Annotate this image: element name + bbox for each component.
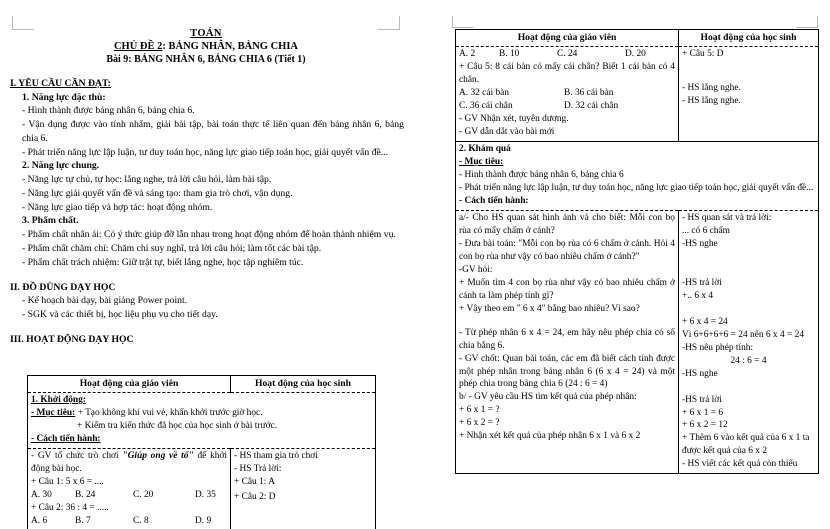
- student-answer-1: +.. 6 x 4: [682, 290, 714, 301]
- student-answer-5: + Câu 5: D: [682, 49, 724, 60]
- list-item: - Phẩm chất chăm chỉ: Chăm chỉ suy nghĩ, trả lời câu hỏi; làm tốt các bài tập.: [22, 242, 322, 254]
- activity2-student-cell: [679, 210, 819, 474]
- student-observe-answer: ... có 6 chấm: [682, 225, 730, 236]
- subsection-heading-specific-competency: 1. Năng lực đặc thù:: [22, 91, 106, 103]
- table-row-activity2-header: [456, 142, 819, 211]
- option: D. 35: [195, 490, 216, 501]
- student-join: - HS tham gia trò chơi: [234, 451, 318, 462]
- option: B. 7: [75, 515, 91, 526]
- spacer: [682, 251, 815, 277]
- activity1-cont-teacher-cell: [456, 47, 679, 142]
- activity1-game-intro: [31, 450, 227, 476]
- student-answer-label-2: -HS trả lời: [682, 394, 722, 405]
- section-heading-materials: II. ĐỒ DÙNG DẠY HỌC: [10, 281, 116, 293]
- option: D. 9: [195, 515, 212, 526]
- activity2-goal-item: - Hình thành được bảng nhân 6, bảng chia 6: [459, 169, 624, 180]
- activities-table-page2: [455, 29, 819, 474]
- list-item: - Phát triển năng lực lập luận, tư duy toán học, năng lực giao tiếp toán học, giải quyết vấn đề...: [22, 146, 389, 158]
- option: B. 24: [75, 490, 96, 501]
- table-header-row: [28, 376, 376, 393]
- activity2-teacher-cell: [456, 210, 679, 474]
- section-heading-activities: III. HOẠT ĐỘNG DẠY HỌC: [10, 333, 134, 345]
- student-answer-label: -HS trả lời: [682, 277, 722, 288]
- student-listen-2: - HS lắng nghe.: [682, 96, 741, 107]
- activity2-ask-1: + Muốn tìm 4 con bọ rùa như vậy có bao nhiêu chấm ở cánh ta làm phép tính gì?: [459, 277, 675, 301]
- list-item: - Năng lực giao tiếp và hợp tác: hoạt động nhóm.: [22, 201, 213, 213]
- activity2-part-a: a/- Cho HS quan sát hình ảnh và cho biết: Mỗi con bọ rùa có mấy chấm ở cánh?: [459, 212, 675, 236]
- option: A. 2: [459, 49, 476, 60]
- topic-rest: : BẢNG NHÂN, BẢNG CHIA: [162, 40, 299, 52]
- option: C. 8: [133, 515, 149, 526]
- list-item: - Năng lực giải quyết vấn đề và sáng tạo: tham gia trò chơi, vận dụng.: [22, 187, 293, 199]
- subsection-heading-qualities: 3. Phẩm chất.: [22, 215, 79, 227]
- option: A. 30: [31, 490, 52, 501]
- column-header-student: Hoạt động của học sinh: [679, 30, 819, 47]
- activity2-goal-item: - Phát triển năng lực lập luận, tư duy toán học, năng lực giao tiếp toán học, giải quyết vấn đề...: [459, 182, 814, 193]
- activity1-cont-student-cell: [679, 47, 819, 142]
- option: B. 36 cái bàn: [564, 88, 614, 99]
- game-name: "Giúp ong về tổ": [122, 451, 194, 462]
- student-b-answer-2: + 6 x 2 = 12: [682, 420, 728, 431]
- activity2-intro-cell: [456, 142, 819, 211]
- student-answer-2: + Câu 2: D: [234, 492, 276, 503]
- student-listen-1: - HS lắng nghe.: [682, 83, 741, 94]
- activity2-b-question-2: + 6 x 2 = ?: [459, 418, 500, 429]
- page-title: TOÁN: [190, 28, 222, 39]
- student-b-answer-1: + 6 x 1 = 6: [682, 407, 724, 418]
- subsection-heading-general-competency: 2. Năng lực chung.: [22, 160, 100, 172]
- list-item: - SGK và các thiết bị, học liệu phụ vụ cho tiết dạy.: [22, 309, 218, 321]
- page-left: [0, 0, 412, 529]
- list-item: - Hình thành được bảng nhân 6, bảng chia 6.: [22, 105, 195, 117]
- activity2-ask-label: -GV hỏi:: [459, 264, 493, 275]
- student-answer-3-label: -HS nêu phép tính:: [682, 342, 754, 353]
- section-heading-requirements: I. YÊU CẦU CẦN ĐẠT:: [10, 77, 111, 89]
- activity2-part-b: b/ - GV yêu cầu HS tìm kết quả của phép nhân:: [459, 392, 637, 403]
- activity2-ask-2: + Vậy theo em " 6 x 4" bằng bao nhiêu? Vì sao?: [459, 303, 640, 314]
- list-item: - Phẩm chất nhân ái: Có ý thức giúp đỡ lẫn nhau trong hoạt động nhóm để hoàn thành nhiệm vụ.: [22, 229, 396, 241]
- column-header-student: Hoạt động của học sinh: [231, 376, 376, 393]
- list-item: - Kế hoạch bài dạy, bài giảng Power point.: [22, 295, 188, 307]
- table-row: [28, 449, 376, 529]
- question-4-options: [459, 48, 675, 61]
- activities-table-page1: [27, 375, 376, 529]
- question-2-options: [31, 515, 227, 528]
- activity1-method-label: - Cách tiến hành:: [31, 434, 101, 445]
- activity2-b-question-1: + 6 x 1 = ?: [459, 405, 500, 416]
- option: A. 32 cái bàn: [459, 88, 509, 99]
- student-listen-1: -HS nghe: [682, 238, 718, 249]
- list-item: - Vận dụng được vào tính nhẩm, giải bài tập, bài toán thực tế liên quan đến bảng nhân 6, bảng chia 6.: [22, 119, 404, 144]
- option: A. 6: [31, 515, 48, 526]
- column-header-teacher: Hoạt động của giáo viên: [456, 30, 679, 47]
- option: C. 36 cái chân: [459, 101, 513, 112]
- table-header-row: [456, 30, 819, 47]
- student-observe: - HS quan sát và trả lời:: [682, 212, 772, 223]
- list-item: - Năng lực tự chủ, tự học: lắng nghe, trả lời câu hỏi, làm bài tập.: [22, 174, 272, 186]
- page-right: [440, 0, 830, 529]
- topic-label: CHỦ ĐỀ 2: [113, 40, 163, 52]
- option: B. 10: [499, 49, 520, 60]
- student-b-answer-3: + Thêm 6 vào kết quả của 6 x 1 ta được kết quả của 6 x 2: [682, 433, 810, 457]
- activity1-goal-line: [31, 407, 372, 420]
- spacer: [682, 381, 815, 394]
- list-item: - Phẩm chất trách nhiệm: Giữ trật tự, biết lắng nghe, học tập nghiêm túc.: [22, 256, 304, 268]
- question-2: + Câu 2: 36 : 4 = .....: [31, 502, 109, 513]
- table-row: [456, 210, 819, 474]
- question-1-options: [31, 489, 227, 502]
- student-answer-1: + Câu 1: A: [234, 477, 275, 488]
- student-answer-2: + 6 x 4 = 24: [682, 316, 728, 327]
- table-row: [456, 47, 819, 142]
- left-page-body: [0, 0, 412, 347]
- student-answer-3-value: 24 : 6 = 4: [730, 355, 767, 366]
- activity1-intro-cell: [28, 393, 376, 449]
- question-5: + Câu 5: 8 cái bàn có mấy cái chân? Biết 1 cái bàn có 4 chân.: [459, 62, 675, 86]
- activity2-ask-3: - Từ phép nhân 6 x 4 = 24, em hãy nêu phép chia có số chia bằng 6.: [459, 327, 675, 351]
- option: C. 24: [557, 49, 578, 60]
- crop-mark-top-right: [796, 16, 818, 28]
- lesson-title: Bài 9: BẢNG NHÂN 6, BẢNG CHIA 6 (Tiết 1): [106, 53, 306, 65]
- spacer: [682, 67, 815, 82]
- column-header-teacher: Hoạt động của giáo viên: [28, 376, 231, 393]
- activity1-teacher-cell: [28, 449, 231, 529]
- spacer: [459, 316, 675, 327]
- activity1-goal-line1: + Tạo không khí vui vẻ, khấn khởi trước giờ học.: [77, 408, 263, 419]
- activity1-goal-line2-wrap: [31, 420, 372, 433]
- activity2-method-label: - Cách tiến hành:: [459, 195, 529, 206]
- student-answer-label: - HS Trả lời:: [234, 464, 282, 475]
- crop-mark-top-left: [452, 16, 474, 28]
- activity2-summary: - GV chốt: Quan bài toán, các em đã biết cách tính được một phép nhân trong bảng nhân 6 (6 x 4 = 24) và một phép chia trong bảng chia 6 (24 : 6 = 4): [459, 353, 675, 390]
- table-row-activity1-header: [28, 393, 376, 449]
- student-listen-2: -HS nghe: [682, 368, 718, 379]
- question-5-options-row1: [459, 87, 675, 100]
- document-title-block: [0, 0, 412, 66]
- option: D. 32 cái chân: [564, 101, 619, 112]
- activity1-goal-line2: + Kiểm tra kiến thức đã học của học sinh ở bài trước.: [77, 421, 278, 432]
- left-page-content: [0, 77, 412, 347]
- option: D. 20: [625, 49, 646, 60]
- topic-title: [0, 41, 412, 54]
- option: C. 20: [133, 490, 154, 501]
- teacher-closing-1: - GV Nhận xét, tuyên dương.: [459, 114, 569, 125]
- activity2-problem: - Đưa bài toán: "Mỗi con bọ rùa có 6 chấm ở cánh. Hỏi 4 con bọ rùa như vậy có bao nhiêu chấm ở cánh?": [459, 238, 675, 262]
- game-intro-post: để khởi động bài học.: [31, 451, 228, 475]
- activity1-student-cell: [231, 449, 376, 529]
- activity2-title: 2. Khám quá: [459, 144, 511, 155]
- game-intro-pre: - GV tổ chức trò chơi: [31, 451, 123, 462]
- student-answer-2-reason: Vì 6+6+6+6 = 24 nên 6 x 4 = 24: [682, 329, 805, 340]
- activity1-title: 1. Khởi động:: [31, 395, 86, 406]
- activity2-goal-label: - Mục tiêu:: [459, 156, 504, 167]
- question-5-options-row2: [459, 100, 675, 113]
- spacer: [682, 303, 815, 316]
- question-1: + Câu 1: 5 x 6 = ....: [31, 477, 104, 488]
- activity1-goal-label: - Mục tiêu:: [31, 408, 76, 419]
- student-b-answer-4: - HS viết các kết quả còn thiếu: [682, 459, 798, 470]
- activity2-b-question-3: + Nhận xét kết quả của phép nhân 6 x 1 và 6 x 2: [459, 431, 641, 442]
- teacher-closing-2: - GV dẫn dắt vào bài mới: [459, 127, 555, 138]
